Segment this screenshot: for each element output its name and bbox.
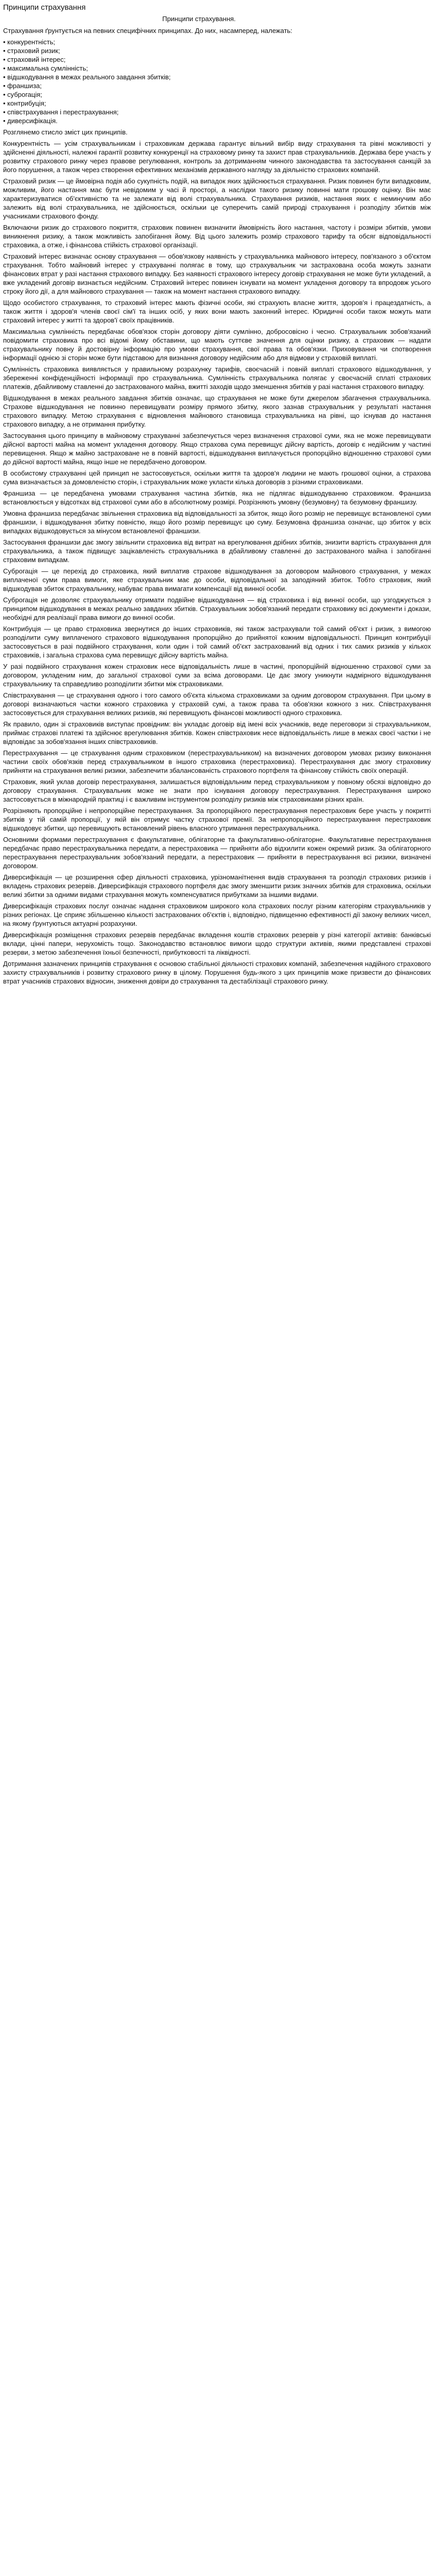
paragraph: Дотримання зазначених принципів страхування є основою стабільної діяльності страхових компаній, забезпечення надійного страхового захисту страхувальників і розвитку страхового ринку в цілому. Порушення будь-якого з цих принципів може призвести до фінансових втрат учасників страхових відносин, зниження довіри до страхування та дестабілізації страхового ринку. [3,960,431,985]
paragraph: Максимальна сумлінність передбачає обов'язок сторін договору діяти сумлінно, добросовісно і чесно. Страхувальник зобов'язаний повідомити страховика про всі відомі йому обставини, що мають суттєве значення для оцінки ризику, а страховик — надати страхувальнику повну й достовірну інформацію про умови страхування, свої права та обов'язки. Приховування чи спотворення інформації однією зі сторін може бути підставою для визнання договору недійсним або для відмови у страховій виплаті. [3,328,431,362]
paragraph: Застосування франшизи дає змогу звільнити страховика від витрат на врегулювання дрібних збитків, знизити вартість страхування для страхувальника, а також підвищує зацікавленість страхувальника в дбайливому ставленні до застрахованого майна і запобіганні страховим випадкам. [3,538,431,564]
list-item: • відшкодування в межах реального завдання збитків; [3,73,431,81]
paragraph: Диверсифікація розміщення страхових резервів передбачає вкладення коштів страхових резервів у різні категорії активів: банківські вклади, цінні папери, нерухомість тощо. Законодавство встановлює вимоги щодо структури активів, якими представлені страхові резерви, з метою забезпечення їхньої безпечності, прибутковості та ліквідності. [3,931,431,956]
paragraph: Франшиза — це передбачена умовами страхування частина збитків, яка не підлягає відшкодуванню страховиком. Франшиза встановлюється у відсотках від страхової суми або в абсолютному розмірі. Розрізняють умовну (безумовну) та безумовну франшизу. [3,489,431,506]
principles-list [3,38,431,125]
page-title: Принципи страхування [3,3,86,12]
list-item: • страховий інтерес; [3,55,431,64]
paragraph: Страховий ризик — це ймовірна подія або сукупність подій, на випадок яких здійснюється страхування. Ризик повинен бути випадковим, можливим, його настання має бути невідомим у часі й просторі, а наслідки такого ризику повинні мати грошову оцінку. Він має характеризуватися об'єктивністю та не залежати від волі страхувальника. Страхування ризиків, настання яких є неминучим або залежить від волі страхувальника, не здійснюється, оскільки це суперечить самій природі страхування і розподілу збитків між учасниками страхового фонду. [3,177,431,220]
paragraph: Суброгація не дозволяє страхувальнику отримати подвійне відшкодування — від страховика і від винної особи, що узгоджується з принципом відшкодування в межах реально завданих збитків. Страхувальник зобов'язаний передати страховику всі документи і докази, необхідні для реалізації права вимоги до винної особи. [3,596,431,621]
list-item: • співстрахування і перестрахування; [3,108,431,116]
paragraph: Відшкодування в межах реального завдання збитків означає, що страхування не може бути джерелом збагачення страхувальника. Страхове відшкодування не повинно перевищувати розміру прямого збитку, якого зазнав страхувальник у результаті настання страхового випадку. Метою страхування є відновлення майнового становища страхувальника на рівні, що існував до настання страхового випадку, а не отримання прибутку. [3,394,431,428]
list-item: • франшиза; [3,81,431,90]
paragraph: Страховий інтерес визначає основу страхування — обов'язкову наявність у страхувальника майнового інтересу, пов'язаного з об'єктом страхування. Тобто майновий інтерес у страхуванні полягає в тому, що страхувальник чи застрахована особа можуть зазнати фінансових втрат у разі настання страхового випадку. Без наявності страхового інтересу договір страхування не може бути укладений, а вже укладений договір визнається недійсним. Страховий інтерес повинен існувати на момент укладення договору та впродовж усього строку його дії, а для майнового страхування — також на момент настання страхового випадку. [3,252,431,295]
paragraph: Диверсифікація страхових послуг означає надання страховиком широкого кола страхових послуг різним категоріям страхувальників у різних регіонах. Це сприяє збільшенню кількості застрахованих об'єктів і, відповідно, підвищенню ефективності дії закону великих чисел, на якому ґрунтуються актуарні розрахунки. [3,902,431,927]
list-item: • максимальна сумлінність; [3,64,431,73]
paragraph: Диверсифікація — це розширення сфер діяльності страховика, урізноманітнення видів страхування та розподіл страхових ризиків і вкладень страхових резервів. Диверсифікація страхового портфеля дає змогу зменшити ризик значних збитків для страховика, оскільки великі збитки за одними видами страхування можуть компенсуватися прибутками за іншими видами. [3,873,431,899]
paragraph: Суброгація — це перехід до страховика, який виплатив страхове відшкодування за договором майнового страхування, у межах виплаченої суми права вимоги, яке страхувальник має до особи, відповідальної за заподіяний збиток. Тобто страховик, який відшкодував збиток страхувальнику, набуває права вимагати компенсації від винної особи. [3,567,431,592]
body-text [3,128,431,986]
page-subtitle: Принципи страхування. [162,15,236,23]
paragraph: Страховик, який уклав договір перестрахування, залишається відповідальним перед страхувальником у повному обсязі відповідно до договору страхування. Страхувальник може не знати про існування договору перестрахування. Перестрахування широко застосовується в міжнародній практиці і є важливим інструментом розподілу ризиків між страховиками різних країн. [3,778,431,803]
paragraph: Щодо особистого страхування, то страховий інтерес мають фізичні особи, які страхують власне життя, здоров'я і працездатність, а також життя і здоров'я членів своєї сім'ї та інших осіб, у яких вони мають законний інтерес. Юридичні особи також можуть мати страховий інтерес у житті та здоров'ї своїх працівників. [3,299,431,324]
paragraph: Співстрахування — це страхування одного і того самого об'єкта кількома страховиками за одним договором страхування. При цьому в договорі визначаються частки кожного страховика у страховій сумі, а також права та обов'язки кожного з них. Співстрахування застосовується для страхування великих ризиків, які перевищують фінансові можливості одного страховика. [3,691,431,717]
paragraph: Контрибуція — це право страховика звернутися до інших страховиків, які також застрахували той самий об'єкт і ризик, з вимогою розподілити суму виплаченого страхового відшкодування пропорційно до прийнятої кожним відповідальності. Принцип контрибуції застосовується в разі подвійного страхування, коли один і той самий об'єкт застрахований від одних і тих самих ризиків у кількох страховиків, і загальна страхова сума перевищує дійсну вартість майна. [3,625,431,659]
list-item: • страховий ризик; [3,46,431,55]
list-item: • суброгація; [3,90,431,99]
paragraph: Перестрахування — це страхування одним страховиком (перестрахувальником) на визначених договором умовах ризику виконання частини своїх обов'язків перед страхувальником в іншого страховика (перестраховика). Перестрахування дає змогу страховику прийняти на страхування великі ризики, забезпечити збалансованість страхового портфеля та фінансову стійкість своїх операцій. [3,749,431,774]
list-item: • конкурентність; [3,38,431,46]
paragraph: В особистому страхуванні цей принцип не застосовується, оскільки життя та здоров'я людини не мають грошової оцінки, а страхова сума визначається за домовленістю сторін, і страхувальник може укласти кілька договорів з різними страховиками. [3,469,431,486]
paragraph: Застосування цього принципу в майновому страхуванні забезпечується через визначення страхової суми, яка не може перевищувати дійсної вартості майна на момент укладення договору. Якщо страхова сума перевищує дійсну вартість, договір є недійсним у частині перевищення. Якщо ж майно застраховане не в повній вартості, відшкодування виплачується пропорційно відношенню страхової суми до дійсної вартості майна, якщо інше не передбачено договором. [3,432,431,466]
list-item: • контрибуція; [3,99,431,108]
paragraph: Сумлінність страховика виявляється у правильному розрахунку тарифів, своєчасній і повній виплаті страхового відшкодування, у збереженні конфіденційності інформації про страхувальника. Сумлінність страхувальника полягає у своєчасній сплаті страхових платежів, дбайливому ставленні до застрахованого майна, вжитті заходів щодо зменшення збитків у разі настання страхового випадку. [3,365,431,391]
intro-paragraph: Страхування ґрунтується на певних специфічних принципах. До них, насамперед, належать: [3,27,292,35]
paragraph: Як правило, один зі страховиків виступає провідним: він укладає договір від імені всіх учасників, веде переговори зі страхувальником, приймає страхові платежі та здійснює врегулювання збитків. Кожен співстраховик несе відповідальність лише в межах своєї частки і не відповідає за зобов'язання інших співстраховиків. [3,720,431,745]
paragraph: Умовна франшиза передбачає звільнення страховика від відповідальності за збиток, якщо його розмір не перевищує встановленої суми франшизи, і відшкодування збитку повністю, якщо його розмір перевищує цю суму. Безумовна франшиза означає, що збиток у всіх випадках відшкодовується за мінусом встановленої франшизи. [3,510,431,535]
paragraph: Основними формами перестрахування є факультативне, облігаторне та факультативно-облігаторне. Факультативне перестрахування передбачає право перестрахувальника передати, а перестраховика — прийняти або відхилити кожен окремий ризик. За облігаторного перестрахування перестрахувальник зобов'язаний передати, а перестраховик — прийняти в перестрахування всі ризики, визначені договором. [3,836,431,870]
paragraph: Розрізняють пропорційне і непропорційне перестрахування. За пропорційного перестрахування перестраховик бере участь у покритті збитків у тій самій пропорції, у якій він отримує частку страхової премії. За непропорційного перестрахування перестраховик відшкодовує збитки, що перевищують встановлений рівень власного утримання перестрахувальника. [3,807,431,832]
paragraph: Включаючи ризик до страхового покриття, страховик повинен визначити ймовірність його настання, частоту і розміри збитків, умови виникнення ризику, а також можливість запобігання йому. Від цього залежить розмір страхового тарифу та обсяг відповідальності страховика, а отже, і фінансова стійкість страхової організації. [3,224,431,249]
paragraph: Розглянемо стисло зміст цих принципів. [3,128,128,136]
paragraph: Конкурентність — усім страхувальникам і страховикам держава гарантує вільний вибір виду страхування та рівні можливості у здійсненні діяльності, належні гарантії розвитку конкуренції на страховому ринку та захист прав страхувальників. Держава бере участь у розвитку страхового ринку через правове регулювання, контроль за дотриманням чинного законодавства та застосування санкцій за його порушення, а також через створення ефективних механізмів державного нагляду за діяльністю страхових компаній. [3,140,431,174]
paragraph: У разі подвійного страхування кожен страховик несе відповідальність лише в частині, пропорційній відношенню страхової суми за договором, укладеним ним, до загальної страхової суми за всіма договорами. Це дає змогу уникнути надмірного відшкодування страхувальнику та справедливо розподілити збитки між страховиками. [3,663,431,688]
list-item: • диверсифікація. [3,116,431,125]
